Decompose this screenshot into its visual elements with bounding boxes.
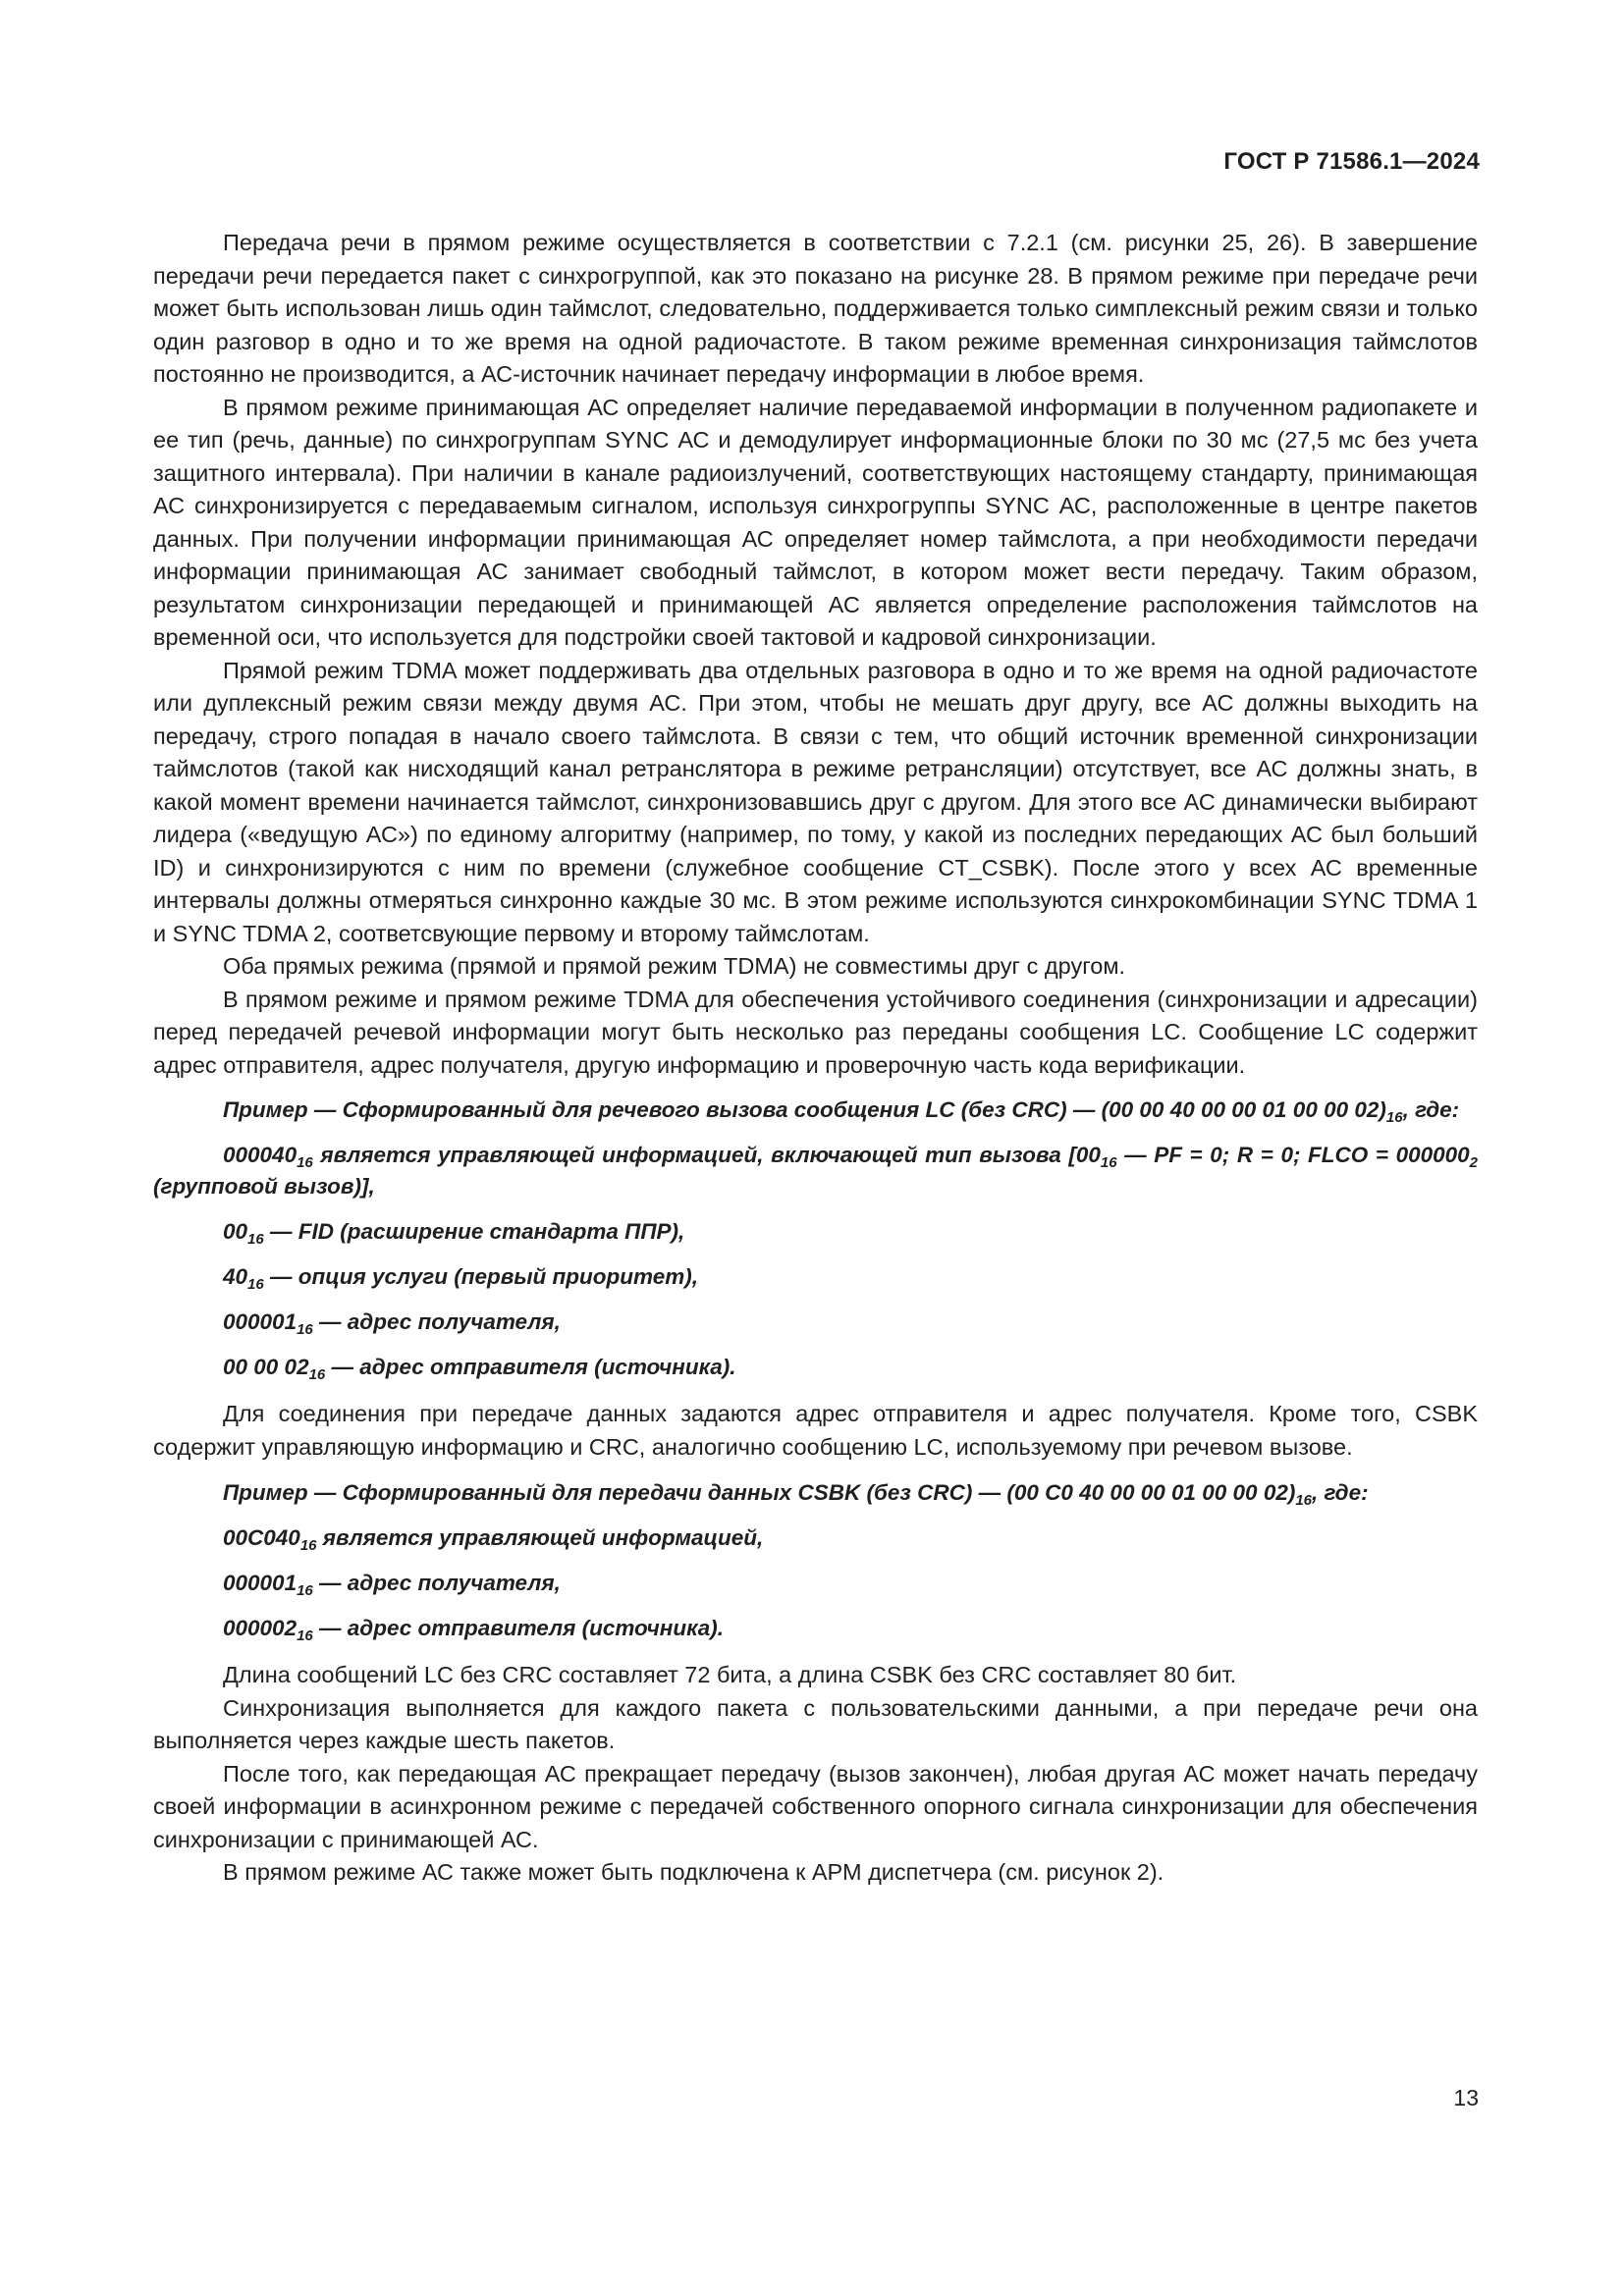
paragraph: После того, как передающая АС прекращает передачу (вызов закончен), любая другая АС может начать передачу своей информации в асинхронном режиме с передачей собственного опорного сигнала синхронизации для обеспечения синхронизации с принимающей АС. [153, 1760, 1478, 1852]
example-line: $00_{16}$ — FID (расширение стандарта ППР), [223, 1219, 685, 1248]
example-line: $00C040_{16}$ является управляющей информацией, [223, 1525, 764, 1554]
standard-designation: ГОСТ Р 71586.1—2024 [1223, 148, 1480, 175]
paragraph: Для соединения при передаче данных задаются адрес отправителя и адрес получателя. Кроме того, CSBK содержит управляющую информацию и CRC, аналогично сообщению LC, используемому при речевом вызове. [153, 1401, 1478, 1460]
paragraph: Прямой режим TDMA может поддерживать два отдельных разговора в одно и то же время на одной радиочастоте или дуплексный режим связи между двумя АС. При этом, чтобы не мешать друг другу, все АС должны выходить на передачу, строго попадая в начало своего таймслота. В связи с тем, что общий источник временной синхронизации таймслотов (такой как нисходящий канал ретранслятора в режиме ретрансляции) отсутствует, все АС должны знать, в какой момент времени начинается таймслот, синхронизовавшись друг с другом. Для этого все АС динамически выбирают лидера («ведущую АС») по единому алгоритму (например, по тому, у какой из последних передающих АС был больший ID) и синхронизируются с ним по времени (служебное сообщение CT_CSBK). После этого у всех АС временные интервалы должны отмеряться синхронно каждые 30 мс. В этом режиме используются синхрокомбинации SYNC TDMA 1 и SYNC TDMA 2, соответсвующие первому и второму таймслотам. [153, 657, 1478, 946]
example-line: 00 00 $02_{16}$ — адрес отправителя (источника). [223, 1355, 736, 1383]
example-block-csbk [153, 1477, 1478, 1644]
example-line: $000040_{16}$ является управляющей информацией, включающей тип вызова [$00_{16}$ — PF = 0; R = 0; FLCO = $000000_2$ (групповой вызов)], [153, 1143, 1479, 1199]
example-intro: Пример — Сформированный для передачи данных CSBK (без CRC) — (00 C0 40 00 00 01 00 00 $02)_{16}$, где: [223, 1480, 1369, 1509]
example-line: $000002_{16}$ — адрес отправителя (источника). [223, 1616, 725, 1644]
paragraph: Передача речи в прямом режиме осуществляется в соответствии с 7.2.1 (см. рисунки 25, 26). В завершение передачи речи передается пакет с синхрогруппой, как это показано на рисунке 28. В прямом режиме при передаче речи может быть использован лишь один таймслот, следовательно, поддерживается только симплексный режим связи и только один разговор в одно и то же время на одной радиочастоте. В таком режиме временная синхронизация таймслотов постоянно не производится, а АС-источник начинает передачу информации в любое время. [153, 230, 1478, 387]
page-content [153, 227, 1478, 1890]
paragraph: Синхронизация выполняется для каждого пакета с пользовательскими данными, а при передаче речи она выполняется через каждые шесть пакетов. [153, 1694, 1478, 1753]
paragraph: В прямом режиме принимающая АС определяет наличие передаваемой информации в полученном радиопакете и ее тип (речь, данные) по синхрогруппам SYNC АС и демодулирует информационные блоки по 30 мс (27,5 мс без учета защитного интервала). При наличии в канале радиоизлучений, соответствующих настоящему стандарту, принимающая АС синхронизируется с передаваемым сигналом, используя синхрогруппы SYNC АС, расположенные в центре пакетов данных. При получении информации принимающая АС определяет номер таймслота, а при необходимости передачи информации принимающая АС занимает свободный таймслот, в котором может вести передачу. Таким образом, результатом синхронизации передающей и принимающей АС является определение расположения таймслотов на временной оси, что используется для подстройки своей тактовой и кадровой синхронизации. [153, 394, 1478, 650]
paragraph: Длина сообщений LC без CRC составляет 72 бита, а длина CSBK без CRC составляет 80 бит. [223, 1662, 1237, 1687]
page-number: 13 [1453, 2085, 1479, 2110]
paragraph: В прямом режиме и прямом режиме TDMA для обеспечения устойчивого соединения (синхронизации и адресации) перед передачей речевой информации могут быть несколько раз переданы сообщения LC. Сообщение LC содержит адрес отправителя, адрес получателя, другую информацию и проверочную часть кода верификации. [153, 986, 1478, 1078]
example-line: $000001_{16}$ — адрес получателя, [223, 1571, 561, 1599]
example-line: $000001_{16}$ — адрес получателя, [223, 1309, 561, 1338]
paragraph: Оба прямых режима (прямой и прямой режим TDMA) не совместимы друг с другом. [223, 953, 1126, 979]
example-line: $40_{16}$ — опция услуги (первый приоритет), [223, 1264, 698, 1293]
example-intro: Пример — Сформированный для речевого вызова сообщения LC (без CRC) — (00 00 40 00 00 01 00 00 $02)_{16}$, где: [223, 1097, 1460, 1126]
paragraph: В прямом режиме АС также может быть подключена к АРМ диспетчера (см. рисунок 2). [223, 1859, 1164, 1885]
example-block-lc [153, 1095, 1478, 1383]
